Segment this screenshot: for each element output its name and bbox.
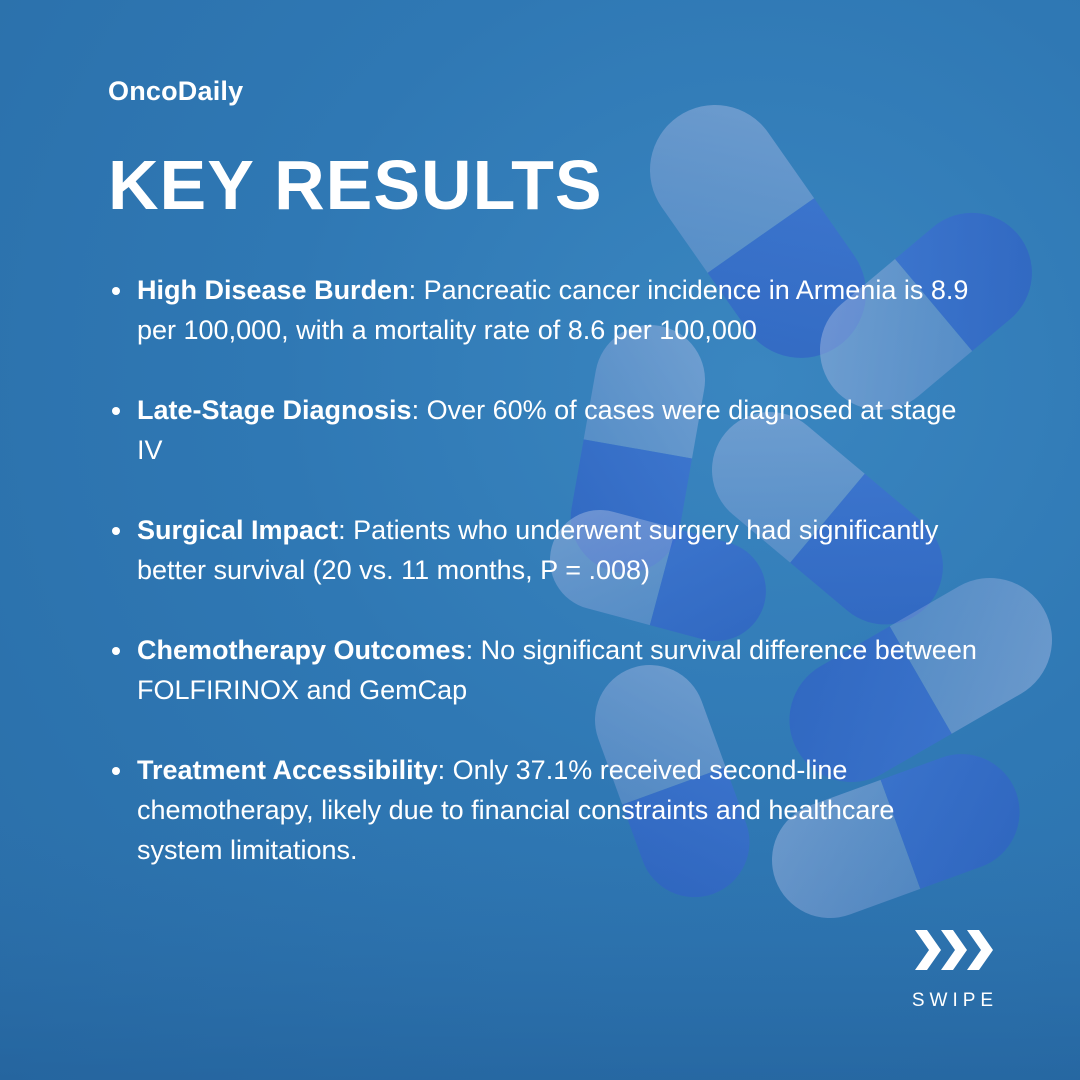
result-heading: Surgical Impact xyxy=(137,515,339,545)
result-text: : Pancreatic cancer incidence in Armenia is 8.9 per 100,000, with a mortality rate of 8.6 per 100,000 xyxy=(137,275,969,345)
result-heading: Treatment Accessibility xyxy=(137,755,438,785)
list-item xyxy=(108,750,978,870)
result-text: : Over 60% of cases were diagnosed at stage IV xyxy=(137,395,957,465)
list-item xyxy=(108,390,978,470)
key-results-list xyxy=(108,270,978,910)
brand-logo-text: OncoDaily xyxy=(108,76,244,106)
result-heading: Chemotherapy Outcomes xyxy=(137,635,466,665)
result-text: : No significant survival difference between FOLFIRINOX and GemCap xyxy=(137,635,977,705)
swipe-label: SWIPE xyxy=(911,990,999,1011)
swipe-button[interactable] xyxy=(905,928,1005,1018)
page-title: KEY RESULTS xyxy=(108,146,603,224)
list-item xyxy=(108,630,978,710)
result-heading: High Disease Burden xyxy=(137,275,409,305)
result-text: : Only 37.1% received second-line chemotherapy, likely due to financial constraints and healthcare system limitations. xyxy=(137,755,895,865)
result-heading: Late-Stage Diagnosis xyxy=(137,395,412,425)
result-text: : Patients who underwent surgery had significantly better survival (20 vs. 11 months, P = .008) xyxy=(137,515,939,585)
list-item xyxy=(108,270,978,350)
triple-chevron-right-icon xyxy=(913,928,997,972)
list-item xyxy=(108,510,978,590)
